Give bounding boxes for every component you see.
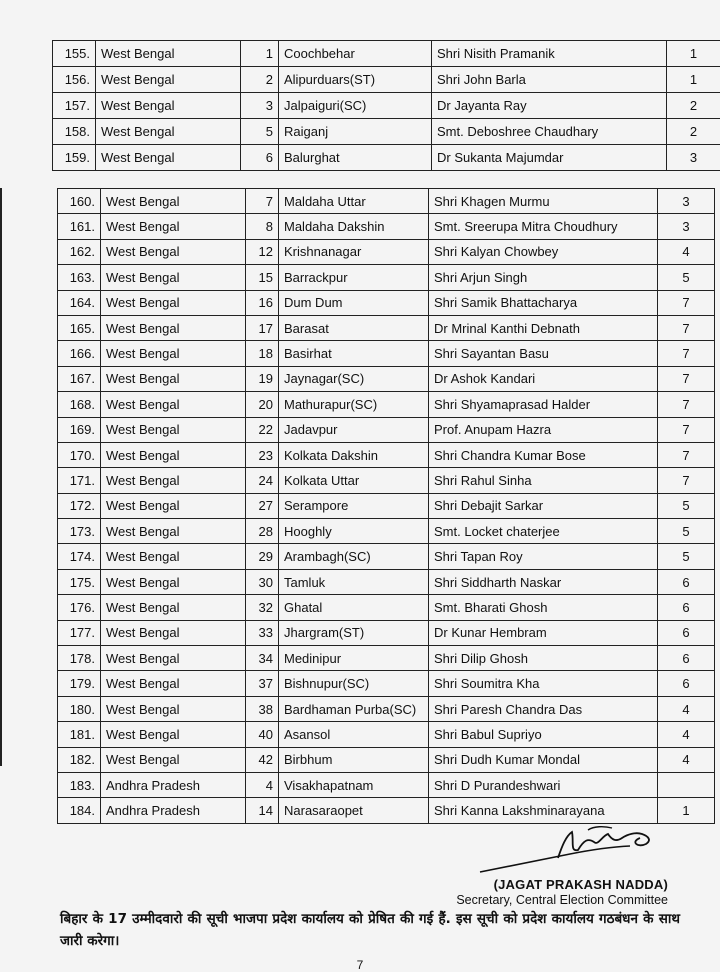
constituency-number: 40: [246, 722, 279, 747]
constituency-cell: Narasaraopet: [279, 798, 429, 823]
serial-number: 167.: [58, 366, 101, 391]
phase-cell: 4: [658, 239, 715, 264]
table-row: [58, 696, 715, 721]
state-cell: West Bengal: [101, 392, 246, 417]
state-cell: West Bengal: [101, 671, 246, 696]
serial-number: 171.: [58, 468, 101, 493]
table-row: [58, 671, 715, 696]
candidate-table-top: [52, 40, 720, 171]
state-cell: West Bengal: [101, 265, 246, 290]
table-row: [58, 519, 715, 544]
serial-number: 166.: [58, 341, 101, 366]
scan-edge-line: [0, 188, 2, 766]
serial-number: 173.: [58, 519, 101, 544]
serial-number: 156.: [53, 67, 96, 93]
serial-number: 172.: [58, 493, 101, 518]
state-cell: West Bengal: [96, 93, 241, 119]
candidate-cell: Shri Babul Supriyo: [429, 722, 658, 747]
phase-cell: 5: [658, 544, 715, 569]
constituency-cell: Kolkata Dakshin: [279, 442, 429, 467]
phase-cell: 1: [667, 41, 720, 67]
serial-number: 170.: [58, 442, 101, 467]
table-row: [58, 595, 715, 620]
state-cell: West Bengal: [101, 493, 246, 518]
state-cell: West Bengal: [101, 214, 246, 239]
constituency-number: 1: [241, 41, 279, 67]
table-row: [58, 569, 715, 594]
constituency-number: 3: [241, 93, 279, 119]
phase-cell: 4: [658, 696, 715, 721]
constituency-cell: Birbhum: [279, 747, 429, 772]
table-row: [58, 493, 715, 518]
candidate-cell: Shri Siddharth Naskar: [429, 569, 658, 594]
constituency-cell: Jadavpur: [279, 417, 429, 442]
table-row: [53, 119, 720, 145]
table-row: [53, 41, 720, 67]
phase-cell: 7: [658, 442, 715, 467]
constituency-number: 17: [246, 315, 279, 340]
state-cell: West Bengal: [101, 747, 246, 772]
state-cell: West Bengal: [101, 544, 246, 569]
candidate-cell: Dr Sukanta Majumdar: [432, 145, 667, 171]
constituency-cell: Bardhaman Purba(SC): [279, 696, 429, 721]
phase-cell: 7: [658, 290, 715, 315]
phase-cell: 7: [658, 468, 715, 493]
table-row: [58, 239, 715, 264]
serial-number: 169.: [58, 417, 101, 442]
table-row: [58, 290, 715, 315]
serial-number: 177.: [58, 620, 101, 645]
state-cell: West Bengal: [101, 341, 246, 366]
constituency-cell: Barasat: [279, 315, 429, 340]
constituency-cell: Barrackpur: [279, 265, 429, 290]
table-row: [58, 366, 715, 391]
constituency-number: 30: [246, 569, 279, 594]
serial-number: 165.: [58, 315, 101, 340]
constituency-number: 29: [246, 544, 279, 569]
serial-number: 178.: [58, 646, 101, 671]
constituency-number: 12: [246, 239, 279, 264]
candidate-cell: Shri Debajit Sarkar: [429, 493, 658, 518]
signatory-title: Secretary, Central Election Committee: [456, 893, 668, 907]
phase-cell: 4: [658, 747, 715, 772]
constituency-cell: Balurghat: [279, 145, 432, 171]
candidate-cell: Shri Kanna Lakshminarayana: [429, 798, 658, 823]
constituency-cell: Hooghly: [279, 519, 429, 544]
serial-number: 182.: [58, 747, 101, 772]
serial-number: 184.: [58, 798, 101, 823]
serial-number: 176.: [58, 595, 101, 620]
state-cell: West Bengal: [101, 315, 246, 340]
phase-cell: [658, 772, 715, 797]
constituency-cell: Maldaha Uttar: [279, 189, 429, 214]
state-cell: West Bengal: [96, 41, 241, 67]
phase-cell: 2: [667, 93, 720, 119]
phase-cell: 1: [658, 798, 715, 823]
phase-cell: 6: [658, 646, 715, 671]
state-cell: Andhra Pradesh: [101, 798, 246, 823]
hindi-note: बिहार के 17 उम्मीदवारो की सूची भाजपा प्रदेश कार्यालय को प्रेषित की गई हैं. इस सूची को प्रदेश कार्यालय गठबंधन के साथ जारी करेगा।: [60, 911, 680, 949]
candidate-cell: Shri Kalyan Chowbey: [429, 239, 658, 264]
table-row: [58, 722, 715, 747]
phase-cell: 1: [667, 67, 720, 93]
candidate-cell: Shri Nisith Pramanik: [432, 41, 667, 67]
constituency-cell: Kolkata Uttar: [279, 468, 429, 493]
table-row: [58, 189, 715, 214]
constituency-number: 42: [246, 747, 279, 772]
constituency-cell: Raiganj: [279, 119, 432, 145]
phase-cell: 6: [658, 595, 715, 620]
candidate-cell: Smt. Locket chaterjee: [429, 519, 658, 544]
candidate-cell: Shri Soumitra Kha: [429, 671, 658, 696]
phase-cell: 3: [658, 189, 715, 214]
phase-cell: 3: [667, 145, 720, 171]
serial-number: 158.: [53, 119, 96, 145]
phase-cell: 7: [658, 417, 715, 442]
phase-cell: 7: [658, 392, 715, 417]
serial-number: 164.: [58, 290, 101, 315]
constituency-number: 20: [246, 392, 279, 417]
constituency-number: 4: [246, 772, 279, 797]
constituency-number: 33: [246, 620, 279, 645]
candidate-cell: Shri D Purandeshwari: [429, 772, 658, 797]
table-row: [58, 646, 715, 671]
state-cell: West Bengal: [101, 595, 246, 620]
candidate-cell: Shri Paresh Chandra Das: [429, 696, 658, 721]
constituency-number: 22: [246, 417, 279, 442]
state-cell: West Bengal: [101, 290, 246, 315]
serial-number: 162.: [58, 239, 101, 264]
constituency-cell: Ghatal: [279, 595, 429, 620]
candidate-cell: Shri Shyamaprasad Halder: [429, 392, 658, 417]
serial-number: 160.: [58, 189, 101, 214]
phase-cell: 6: [658, 671, 715, 696]
state-cell: West Bengal: [101, 519, 246, 544]
constituency-number: 2: [241, 67, 279, 93]
table-row: [58, 442, 715, 467]
constituency-cell: Dum Dum: [279, 290, 429, 315]
state-cell: West Bengal: [101, 722, 246, 747]
candidate-cell: Shri Dudh Kumar Mondal: [429, 747, 658, 772]
candidate-cell: Dr Ashok Kandari: [429, 366, 658, 391]
candidate-cell: Prof. Anupam Hazra: [429, 417, 658, 442]
state-cell: West Bengal: [101, 468, 246, 493]
candidate-cell: Smt. Bharati Ghosh: [429, 595, 658, 620]
table-row: [58, 392, 715, 417]
serial-number: 179.: [58, 671, 101, 696]
table-row: [58, 315, 715, 340]
phase-cell: 5: [658, 519, 715, 544]
serial-number: 161.: [58, 214, 101, 239]
candidate-cell: Shri Dilip Ghosh: [429, 646, 658, 671]
phase-cell: 4: [658, 722, 715, 747]
page-number: 7: [356, 958, 364, 972]
signature-image: [470, 820, 670, 878]
candidate-cell: Shri Khagen Murmu: [429, 189, 658, 214]
candidate-cell: Shri John Barla: [432, 67, 667, 93]
candidate-cell: Shri Sayantan Basu: [429, 341, 658, 366]
candidate-cell: Shri Chandra Kumar Bose: [429, 442, 658, 467]
state-cell: West Bengal: [101, 189, 246, 214]
state-cell: Andhra Pradesh: [101, 772, 246, 797]
constituency-cell: Coochbehar: [279, 41, 432, 67]
phase-cell: 5: [658, 493, 715, 518]
state-cell: West Bengal: [101, 442, 246, 467]
serial-number: 157.: [53, 93, 96, 119]
constituency-number: 37: [246, 671, 279, 696]
constituency-number: 5: [241, 119, 279, 145]
constituency-cell: Medinipur: [279, 646, 429, 671]
constituency-cell: Asansol: [279, 722, 429, 747]
state-cell: West Bengal: [101, 239, 246, 264]
serial-number: 159.: [53, 145, 96, 171]
constituency-number: 8: [246, 214, 279, 239]
constituency-cell: Krishnanagar: [279, 239, 429, 264]
table-row: [58, 214, 715, 239]
candidate-cell: Shri Arjun Singh: [429, 265, 658, 290]
table-row: [53, 93, 720, 119]
constituency-cell: Jaynagar(SC): [279, 366, 429, 391]
candidate-table-main: [57, 188, 715, 824]
phase-cell: 2: [667, 119, 720, 145]
candidate-cell: Shri Rahul Sinha: [429, 468, 658, 493]
constituency-cell: Tamluk: [279, 569, 429, 594]
state-cell: West Bengal: [101, 417, 246, 442]
signatory-name: (JAGAT PRAKASH NADDA): [493, 877, 668, 892]
state-cell: West Bengal: [96, 119, 241, 145]
constituency-cell: Mathurapur(SC): [279, 392, 429, 417]
table-row: [58, 341, 715, 366]
constituency-number: 34: [246, 646, 279, 671]
constituency-number: 32: [246, 595, 279, 620]
constituency-number: 18: [246, 341, 279, 366]
serial-number: 155.: [53, 41, 96, 67]
constituency-cell: Bishnupur(SC): [279, 671, 429, 696]
candidate-cell: Shri Samik Bhattacharya: [429, 290, 658, 315]
serial-number: 180.: [58, 696, 101, 721]
serial-number: 163.: [58, 265, 101, 290]
candidate-cell: Dr Kunar Hembram: [429, 620, 658, 645]
candidate-cell: Dr Jayanta Ray: [432, 93, 667, 119]
state-cell: West Bengal: [96, 145, 241, 171]
constituency-number: 15: [246, 265, 279, 290]
constituency-cell: Arambagh(SC): [279, 544, 429, 569]
constituency-cell: Maldaha Dakshin: [279, 214, 429, 239]
candidate-cell: Smt. Deboshree Chaudhary: [432, 119, 667, 145]
constituency-cell: Basirhat: [279, 341, 429, 366]
phase-cell: 3: [658, 214, 715, 239]
candidate-cell: Smt. Sreerupa Mitra Choudhury: [429, 214, 658, 239]
state-cell: West Bengal: [96, 67, 241, 93]
constituency-number: 16: [246, 290, 279, 315]
table-row: [58, 468, 715, 493]
constituency-cell: Jhargram(ST): [279, 620, 429, 645]
state-cell: West Bengal: [101, 569, 246, 594]
constituency-number: 28: [246, 519, 279, 544]
table-row: [58, 417, 715, 442]
serial-number: 168.: [58, 392, 101, 417]
state-cell: West Bengal: [101, 646, 246, 671]
serial-number: 174.: [58, 544, 101, 569]
table-row: [58, 265, 715, 290]
candidate-cell: Dr Mrinal Kanthi Debnath: [429, 315, 658, 340]
constituency-cell: Serampore: [279, 493, 429, 518]
phase-cell: 5: [658, 265, 715, 290]
constituency-number: 27: [246, 493, 279, 518]
candidate-cell: Shri Tapan Roy: [429, 544, 658, 569]
constituency-number: 24: [246, 468, 279, 493]
phase-cell: 6: [658, 569, 715, 594]
constituency-number: 19: [246, 366, 279, 391]
constituency-cell: Visakhapatnam: [279, 772, 429, 797]
phase-cell: 7: [658, 315, 715, 340]
constituency-cell: Alipurduars(ST): [279, 67, 432, 93]
phase-cell: 7: [658, 366, 715, 391]
state-cell: West Bengal: [101, 620, 246, 645]
table-row: [58, 544, 715, 569]
constituency-number: 14: [246, 798, 279, 823]
state-cell: West Bengal: [101, 366, 246, 391]
serial-number: 175.: [58, 569, 101, 594]
serial-number: 181.: [58, 722, 101, 747]
table-row: [58, 772, 715, 797]
serial-number: 183.: [58, 772, 101, 797]
constituency-number: 6: [241, 145, 279, 171]
constituency-number: 23: [246, 442, 279, 467]
state-cell: West Bengal: [101, 696, 246, 721]
table-row: [58, 747, 715, 772]
table-row: [53, 145, 720, 171]
constituency-cell: Jalpaiguri(SC): [279, 93, 432, 119]
constituency-number: 7: [246, 189, 279, 214]
phase-cell: 7: [658, 341, 715, 366]
table-row: [53, 67, 720, 93]
constituency-number: 38: [246, 696, 279, 721]
table-row: [58, 620, 715, 645]
phase-cell: 6: [658, 620, 715, 645]
